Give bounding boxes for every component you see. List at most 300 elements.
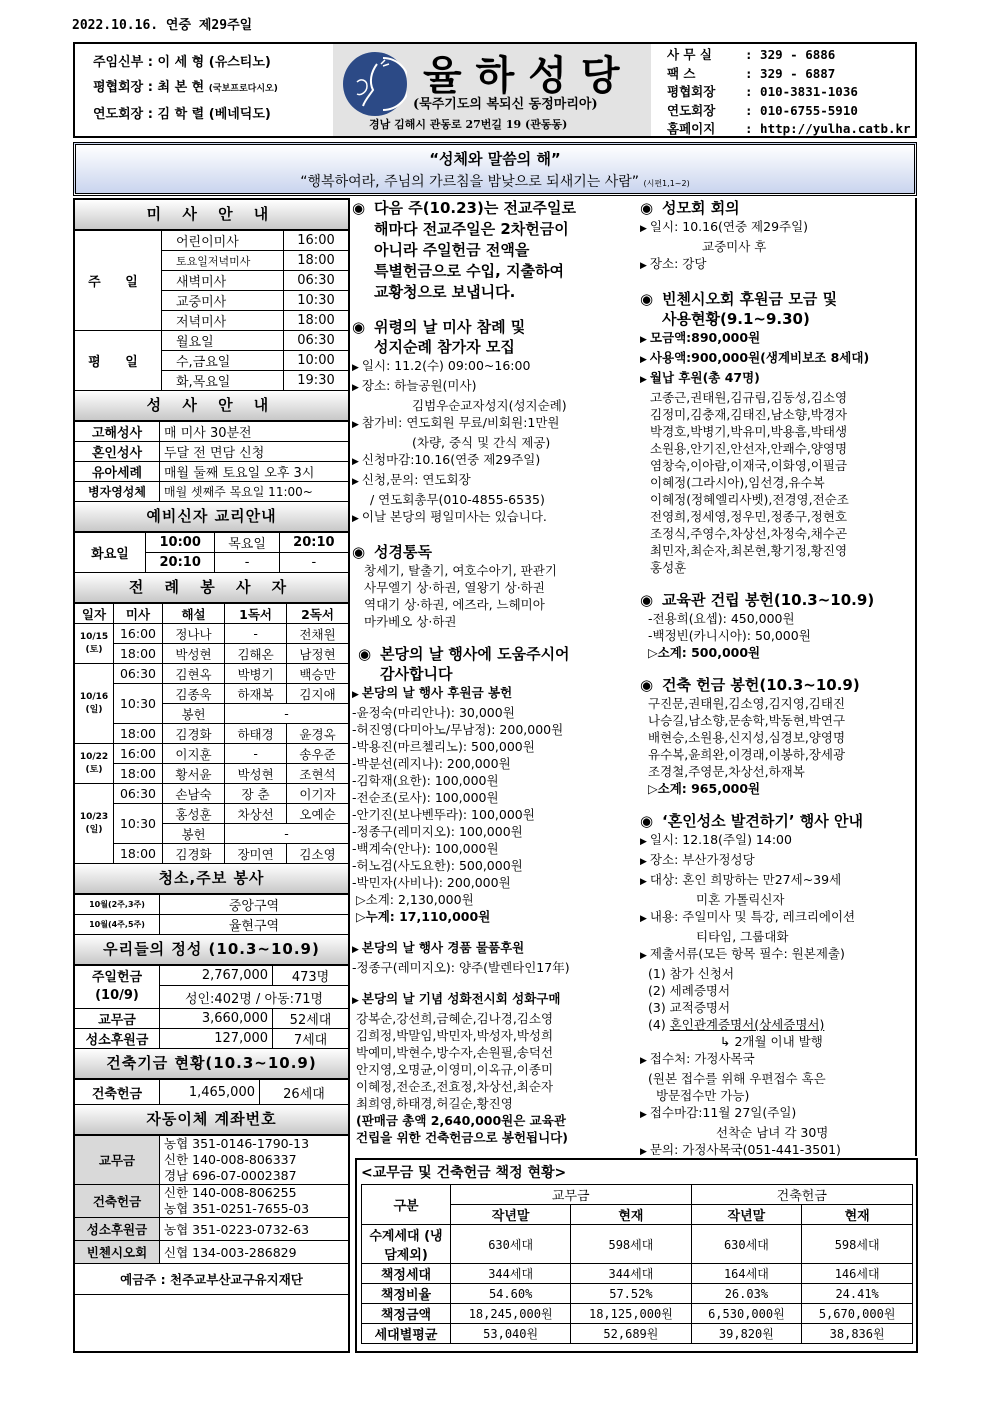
- text: 사용액:900,000원(생계비보조 8세대): [649, 350, 870, 365]
- bulletin-date: 2022.10.16. 연중 제29주일: [72, 18, 253, 33]
- text: -전순조(로사): 100,000원: [352, 790, 499, 805]
- text: -: [225, 624, 287, 644]
- art-purchase: [352, 990, 638, 1146]
- text: 전영희,정세영,정우민,정종구,정현호: [650, 509, 848, 524]
- text: 현재: [571, 1205, 691, 1225]
- text: 김해온: [225, 644, 287, 664]
- text: 54.60%: [451, 1284, 571, 1304]
- text: 598세대: [802, 1225, 913, 1264]
- text: 세대별평균: [362, 1324, 451, 1344]
- text: 10월(2주,3주): [75, 895, 160, 915]
- text: 598세대: [571, 1225, 691, 1264]
- contact-council: [667, 83, 915, 102]
- text: 김정미,김충재,김태진,남소향,박경자: [650, 407, 848, 422]
- column-divider: [915, 198, 917, 1156]
- marriage-event-title: [640, 811, 917, 831]
- text: 최민자,최순자,최본현,황기정,황진영: [650, 543, 848, 558]
- triangle-bullet-icon: ▶: [640, 335, 647, 345]
- text: 18:00: [114, 644, 163, 664]
- text: 주 일: [75, 231, 162, 331]
- offering-title: 우리들의 정성 (10.3~10.9): [75, 935, 348, 965]
- text: 두달 전 면담 신청: [160, 442, 349, 462]
- text: 주일헌금: [91, 970, 143, 985]
- text: 10:00: [284, 351, 349, 371]
- text: 5,670,000원: [802, 1304, 913, 1324]
- text: 아니라 주일헌금 전액을: [374, 241, 530, 259]
- text: 최 본 현: [157, 80, 205, 95]
- text: 특별헌금으로 수입, 지출하여: [374, 262, 565, 280]
- text: 교무금: [75, 1009, 160, 1029]
- text: 경남 696-07-0002387: [164, 1168, 297, 1183]
- text: 나승길,남소향,문송학,박동현,박연구: [648, 713, 846, 728]
- text: 10/16 (일): [75, 664, 114, 744]
- text: 윤경옥: [287, 724, 348, 744]
- triangle-bullet-icon: ▶: [352, 514, 359, 524]
- text: 강복순,강선희,금혜순,김나경,김소영: [356, 1011, 554, 1026]
- text: -전용희(요셉): 450,000원: [648, 611, 795, 626]
- triangle-bullet-icon: ▶: [640, 1110, 647, 1120]
- text: 장 춘: [225, 784, 287, 804]
- text: 06:30: [284, 271, 349, 291]
- theme-title: “성체와 말씀의 해”: [429, 150, 561, 168]
- text: 이기자: [287, 784, 348, 804]
- catechumen-table: [75, 532, 348, 573]
- middle-column: [352, 198, 638, 1146]
- officer-pastor: 주임신부 : 이 세 형 (유스티노): [93, 55, 271, 70]
- text: 건축 헌금 봉헌(10.3~10.9): [662, 676, 860, 694]
- mission-sunday-notice: [352, 198, 638, 303]
- text: 본당의 날 행사 경품 물품후원: [361, 940, 525, 955]
- text: 146세대: [802, 1264, 913, 1284]
- parish-name: 율하성당: [423, 53, 634, 99]
- assessment-table: [361, 1184, 913, 1344]
- text: 농협 351-0146-1790-13: [164, 1136, 310, 1151]
- text: 박성현: [163, 644, 225, 664]
- text: “행복하여라, 주님의 가르침을 밤낮으로 되새기는 사람”: [300, 174, 640, 190]
- text: (시편1,1~2): [643, 179, 690, 188]
- text: 교황청으로 보냅니다.: [374, 283, 516, 301]
- text: 이지훈: [163, 744, 225, 764]
- officer-council-president: 평협회장 : 최 본 현 (국보프로다시오): [93, 80, 278, 95]
- text: 역대기 상·하권, 에즈라, 느헤미아: [364, 597, 545, 612]
- text: 김소영: [287, 844, 348, 864]
- text: 김종욱: [163, 684, 225, 704]
- text: 일시: 11.2(수) 09:00~16:00: [361, 358, 531, 373]
- triangle-bullet-icon: ▶: [640, 355, 647, 365]
- contact-yeondo: [667, 102, 915, 121]
- text: 구분: [362, 1185, 451, 1225]
- text: 책정비율: [362, 1284, 451, 1304]
- text: -김학재(요한): 100,000원: [352, 773, 499, 788]
- text: 일시: 10.16(연중 제29주일): [649, 219, 809, 234]
- triangle-bullet-icon: ▶: [640, 857, 647, 867]
- text: 성소후원금: [75, 1029, 160, 1049]
- education-hall-title: [640, 590, 917, 610]
- text: 오예순: [287, 804, 348, 824]
- text: -윤정숙(마리안나): 30,000원: [352, 705, 515, 720]
- text: : 010-6755-5910: [745, 102, 858, 118]
- contact-homepage[interactable]: [667, 120, 915, 139]
- text: 새벽미사: [162, 271, 284, 291]
- text: 건축헌금: [691, 1185, 912, 1205]
- text: 이날 본당의 평일미사는 있습니다.: [361, 509, 547, 524]
- text: 유아세례: [75, 462, 160, 482]
- text: 홈페이지: [667, 121, 716, 136]
- text: 매 미사 30분전: [160, 422, 349, 442]
- text: 화,목요일: [162, 371, 284, 391]
- text: 3,660,000: [160, 1009, 273, 1029]
- text: 10/22 (토): [75, 744, 114, 784]
- vincent-society-details: [640, 329, 917, 576]
- contact-fax: [667, 65, 915, 84]
- text: 1,465,000: [160, 1080, 260, 1105]
- text: 신한 140-008-806337: [164, 1152, 297, 1167]
- text: 접수처: 가정사목국: [649, 1051, 755, 1066]
- text: 미사: [114, 604, 163, 624]
- triangle-bullet-icon: ▶: [640, 224, 647, 234]
- text: 성소후원금: [75, 1218, 160, 1241]
- text: 일자: [75, 604, 114, 624]
- radio-bullet-icon: ◉: [352, 543, 366, 561]
- text: -백계숙(안나): 100,000원: [352, 841, 499, 856]
- year-theme-banner: [73, 142, 917, 196]
- building-fund-table: [75, 1079, 348, 1105]
- text: 김희정,박말임,박민자,박성자,박성희: [356, 1028, 554, 1043]
- parish-officers: [75, 44, 333, 136]
- text: 본당의 날 행사에 도움주시어: [380, 645, 570, 663]
- text: 사무엘기 상·하권, 열왕기 상·하권: [364, 580, 545, 595]
- text: : 329 - 6886: [745, 47, 836, 62]
- contact-list: [651, 44, 915, 136]
- text: 작년말: [691, 1205, 802, 1225]
- text: -정종구(레미지오): 100,000원: [352, 824, 523, 839]
- mass-schedule-title: 미 사 안 내: [75, 200, 348, 230]
- text: 빈첸시오회: [75, 1241, 160, 1264]
- triangle-bullet-icon: ▶: [352, 690, 359, 700]
- text: (10/9): [95, 988, 139, 1003]
- text: 정나나: [163, 624, 225, 644]
- text: 630세대: [451, 1225, 571, 1264]
- text: 19:30: [284, 371, 349, 391]
- text: 18,245,000원: [451, 1304, 571, 1324]
- text: 안지영,오명균,이영미,이옥규,이종미: [356, 1062, 554, 1077]
- theme-verse: [76, 171, 914, 191]
- text: 사용현황(9.1~9.30): [662, 310, 810, 328]
- text: 18:00: [114, 724, 163, 744]
- text: 일시: 12.18(주일) 14:00: [649, 832, 792, 847]
- text: 홍성훈: [650, 560, 687, 575]
- text: : 329 - 6887: [745, 65, 836, 81]
- sacrament-title: 성 사 안 내: [75, 391, 348, 421]
- parish-day-title: [352, 644, 638, 684]
- text: 조현석: [287, 764, 348, 784]
- text: 해설: [163, 604, 225, 624]
- text: 신협 134-003-286829: [160, 1241, 349, 1264]
- text: ▷소계: 965,000원: [648, 781, 761, 796]
- mass-schedule-table: [75, 230, 348, 391]
- education-hall-details: [640, 610, 917, 661]
- text: 염창숙,이아람,이재국,이화영,이필금: [650, 458, 848, 473]
- building-offering-details: [640, 695, 917, 797]
- offering-table: [75, 965, 348, 1049]
- text: 52,689원: [571, 1324, 691, 1344]
- text: 구진문,권태원,김소영,김지영,김태진: [648, 696, 846, 711]
- parish-address: 경남 김해시 관동로 27번길 19 (관동동): [369, 118, 568, 131]
- text: 20:10: [279, 533, 348, 553]
- text: 본당의 날 기념 성화전시회 성화구매: [361, 991, 561, 1006]
- text: 참가비: 연도회원 무료/비회원:1만원: [361, 415, 560, 430]
- text: -: [225, 744, 287, 764]
- text: 38,836원: [802, 1324, 913, 1344]
- text: 박경호,박병기,박유미,박용흠,박태생: [650, 424, 848, 439]
- text: 16:00: [114, 624, 163, 644]
- donation-total: ▷누계: 17,110,000원: [356, 909, 491, 924]
- text: 수,금요일: [162, 351, 284, 371]
- accounts-title: 자동이체 계좌번호: [75, 1105, 348, 1135]
- text: 18:00: [284, 311, 349, 331]
- text: ‘혼인성소 발견하기’ 행사 안내: [662, 812, 863, 830]
- right-column: [640, 198, 917, 1161]
- text: -안기진(보나벤뚜라): 100,000원: [352, 807, 535, 822]
- parish-subtitle: (묵주기도의 복되신 동정마리아): [413, 97, 598, 112]
- cleaning-title: 청소,주보 봉사: [75, 864, 348, 894]
- parish-day-donations: [352, 684, 638, 925]
- text: -: [215, 553, 279, 573]
- text: 성모회 회의: [662, 199, 740, 217]
- text: 성지순례 참가자 모집: [374, 338, 515, 356]
- text: 봉헌: [163, 704, 225, 724]
- text: -허진영(다미아노/무남정): 200,000원: [352, 722, 564, 737]
- text: 고해성사: [75, 422, 160, 442]
- radio-bullet-icon: ◉: [640, 199, 654, 217]
- text: -박용진(마르첼리노): 500,000원: [352, 739, 535, 754]
- text: 박예미,박현수,방수자,손원필,송덕선: [356, 1045, 554, 1060]
- text: 이혜정,전순조,전효정,차상선,최순자: [356, 1079, 554, 1094]
- text: 주임신부: [93, 55, 144, 70]
- text: -백정빈(카니시아): 50,000원: [648, 628, 811, 643]
- text: 김현옥: [163, 664, 225, 684]
- text: 06:30: [284, 331, 349, 351]
- text: 26세대: [260, 1080, 349, 1105]
- bible-reading-list: [352, 562, 638, 630]
- text: 본당의 날 행사 후원금 봉헌: [361, 685, 513, 700]
- triangle-bullet-icon: ▶: [352, 457, 359, 467]
- triangle-bullet-icon: ▶: [640, 375, 647, 385]
- text: 건축헌금: [75, 1185, 160, 1218]
- text: 조정식,주영수,차상선,차정숙,채수곤: [650, 526, 848, 541]
- text: 이혜정(그라시아),임선경,유수복: [650, 475, 825, 490]
- text: -허노검(사도요한): 500,000원: [352, 858, 523, 873]
- text: 신청,문의: 연도회장: [361, 472, 471, 487]
- text: : http://yulha.catb.kr: [745, 121, 911, 136]
- text: 이혜정(정혜엘리사벳),전경영,전순조: [650, 492, 849, 507]
- text: 평협회장: [93, 80, 144, 95]
- parish-title-block: [333, 44, 651, 136]
- text: 교무금: [75, 1136, 160, 1185]
- text: 제출서류(모든 항목 필수: 원본제출): [649, 946, 845, 961]
- text: 김경화: [163, 844, 225, 864]
- accounts-table: [75, 1135, 348, 1295]
- triangle-bullet-icon: ▶: [640, 1056, 647, 1066]
- text: 장소: 강당: [649, 256, 707, 271]
- text: 현재: [802, 1205, 913, 1225]
- text: 2,767,000: [160, 966, 273, 986]
- text: 문의: 가정사목국(051-441-3501): [649, 1142, 841, 1157]
- text: 10:30: [284, 291, 349, 311]
- text: -박민자(사비나): 200,000원: [352, 875, 511, 890]
- text: 저녁미사: [162, 311, 284, 331]
- text: 박병기: [225, 664, 287, 684]
- servers-title: 전 례 봉 사 자: [75, 573, 348, 603]
- text: 7세대: [273, 1029, 348, 1049]
- bible-reading-title: [352, 542, 638, 562]
- text: 김지애: [287, 684, 348, 704]
- text: 최희영,하태경,허길순,황진영: [356, 1096, 513, 1111]
- officer-yeondo-president: 연도회장 : 김 학 렬 (베네딕도): [93, 107, 271, 122]
- triangle-bullet-icon: ▶: [352, 996, 359, 1006]
- building-fund-title: 건축기금 현황(10.3~10.9): [75, 1049, 348, 1079]
- text: 황서윤: [163, 764, 225, 784]
- triangle-bullet-icon: ▶: [352, 363, 359, 373]
- text: 율현구역: [160, 915, 349, 935]
- text: 송우준: [287, 744, 348, 764]
- building-offering-title: [640, 675, 917, 695]
- text: 김경화: [163, 724, 225, 744]
- text: 소원용,안기진,안선자,안쾌수,양영명: [650, 441, 848, 456]
- triangle-bullet-icon: ▶: [640, 1147, 647, 1157]
- text: -박분선(레지나): 200,000원: [352, 756, 511, 771]
- text: 빈첸시오회 후원금 모금 및: [662, 290, 838, 308]
- text: 연도회장: [667, 102, 716, 118]
- text: 16:00: [114, 744, 163, 764]
- radio-bullet-icon: ◉: [640, 812, 654, 830]
- triangle-bullet-icon: ▶: [352, 477, 359, 487]
- text: 교육관 건립 봉헌(10.3~10.9): [662, 591, 875, 609]
- assessment-status: [355, 1158, 918, 1353]
- text: 화요일: [75, 533, 146, 573]
- triangle-bullet-icon: ▶: [640, 877, 647, 887]
- text: 봉헌: [163, 824, 225, 844]
- radio-bullet-icon: ◉: [358, 645, 372, 663]
- text: 하재복: [225, 684, 287, 704]
- text: 다음 주(10.23)는 전교주일로: [374, 199, 577, 217]
- text: 신한 140-008-806255: [164, 1185, 297, 1200]
- text: 164세대: [691, 1264, 802, 1284]
- text: 남정현: [287, 644, 348, 664]
- text: 건축헌금: [75, 1080, 160, 1105]
- text: 24.41%: [802, 1284, 913, 1304]
- mothers-meeting-title: [640, 198, 917, 218]
- text: 해마다 전교주일은 2차헌금이: [374, 220, 569, 238]
- text: 목요일: [215, 533, 279, 553]
- text: (국보프로다시오): [208, 84, 278, 94]
- text: 접수마감:11월 27일(주일): [649, 1105, 797, 1120]
- text: 10:30: [114, 684, 163, 724]
- cleaning-table: [75, 894, 348, 935]
- text: 53,040원: [451, 1324, 571, 1344]
- text: 유수복,윤희완,이경래,이봉하,장세광: [648, 747, 846, 762]
- text: 06:30: [114, 784, 163, 804]
- mothers-meeting-details: ▶ 일시: 10.16(연중 제29주일) 교중미사 후 ▶ 장소: 강당: [640, 219, 809, 271]
- text: 이 세 형 (유스티노): [157, 55, 271, 70]
- text: 하태경: [225, 724, 287, 744]
- sacrament-table: [75, 421, 348, 502]
- text: 평 일: [75, 331, 162, 391]
- prize-sponsor: [352, 939, 638, 976]
- triangle-bullet-icon: ▶: [352, 420, 359, 430]
- text: -정종구(레미지오): 양주(발렌타인17年): [352, 960, 570, 975]
- text: 교무금: [451, 1185, 692, 1205]
- text: -: [225, 824, 348, 844]
- text: 39,820원: [691, 1324, 802, 1344]
- text: 20:10: [146, 553, 215, 573]
- text: 홍성훈: [163, 804, 225, 824]
- text: 대상: 혼인 희망하는 만27세~39세: [649, 872, 842, 887]
- text: 10/15 (토): [75, 624, 114, 664]
- text: 연도회장: [93, 107, 144, 122]
- triangle-bullet-icon: ▶: [640, 914, 647, 924]
- text: 월요일: [162, 331, 284, 351]
- text: 52세대: [273, 1009, 348, 1029]
- text: 10/23 (일): [75, 784, 114, 864]
- contact-office: [667, 46, 915, 65]
- depositor-label: 예금주 : 천주교부산교구유지재단: [75, 1264, 348, 1295]
- text: 매월 둘째 토요일 오후 3시: [160, 462, 349, 482]
- text: 내용: 주일미사 및 특강, 레크리에이션: [649, 909, 856, 924]
- text: 57.52%: [571, 1284, 691, 1304]
- text: 어린이미사: [162, 231, 284, 251]
- triangle-bullet-icon: ▶: [640, 261, 647, 271]
- text: 성인:402명 / 아동:71명: [160, 986, 349, 1009]
- souls-day-details: ▶ 일시: 11.2(수) 09:00~16:00 ▶ 장소: 하늘공원(미사) 김범우순교자성지(성지순례) ▶ 참가비: 연도회원 무료/비회원:1만원 (차량, 중식 및 간식 제공) ▶ 신청마감:10.16(연중 제29주일) ▶ 신청,문의: 연도회장 / 연도회총무(010-4855-6535) ▶ 이날 본당의 평일미사는 있습니다.: [352, 358, 567, 524]
- text: 127,000: [160, 1029, 273, 1049]
- text: 혼인성사: [75, 442, 160, 462]
- text: 성경통독: [374, 543, 432, 561]
- left-column: [73, 198, 350, 1353]
- text: 18:00: [284, 251, 349, 271]
- text: 6,530,000원: [691, 1304, 802, 1324]
- text: : 010-3831-1036: [745, 84, 858, 99]
- radio-bullet-icon: ◉: [640, 591, 654, 609]
- text: 책정세대: [362, 1264, 451, 1284]
- text: 손남숙: [163, 784, 225, 804]
- text: 2독서: [287, 604, 348, 624]
- text: 마카베오 상·하권: [364, 614, 457, 629]
- triangle-bullet-icon: ▶: [352, 383, 359, 393]
- text: 창세기, 탈출기, 여호수아기, 판관기: [364, 563, 557, 578]
- text: 병자영성체: [75, 482, 160, 502]
- text: 책정금액: [362, 1304, 451, 1324]
- text: 고종근,권태원,김규림,김동성,김소영: [650, 390, 848, 405]
- text: 630세대: [691, 1225, 802, 1264]
- triangle-bullet-icon: ▶: [352, 945, 359, 955]
- catechumen-title: 예비신자 교리안내: [75, 502, 348, 532]
- text: 농협 351-0223-0732-63: [160, 1218, 349, 1241]
- triangle-bullet-icon: ▶: [640, 951, 647, 961]
- text: 박성현: [225, 764, 287, 784]
- triangle-bullet-icon: ▶: [640, 837, 647, 847]
- text: 26.03%: [691, 1284, 802, 1304]
- text: ▷소계: 500,000원: [648, 645, 761, 660]
- text: 백승만: [287, 664, 348, 684]
- radio-bullet-icon: ◉: [640, 290, 654, 308]
- text: 평협회장: [667, 84, 716, 99]
- radio-bullet-icon: ◉: [640, 676, 654, 694]
- text: 18,125,000원: [571, 1304, 691, 1324]
- text: 월납 후원(총 47명): [649, 370, 760, 385]
- text: 사 무 실: [667, 47, 712, 62]
- text: 팩 스: [667, 65, 696, 81]
